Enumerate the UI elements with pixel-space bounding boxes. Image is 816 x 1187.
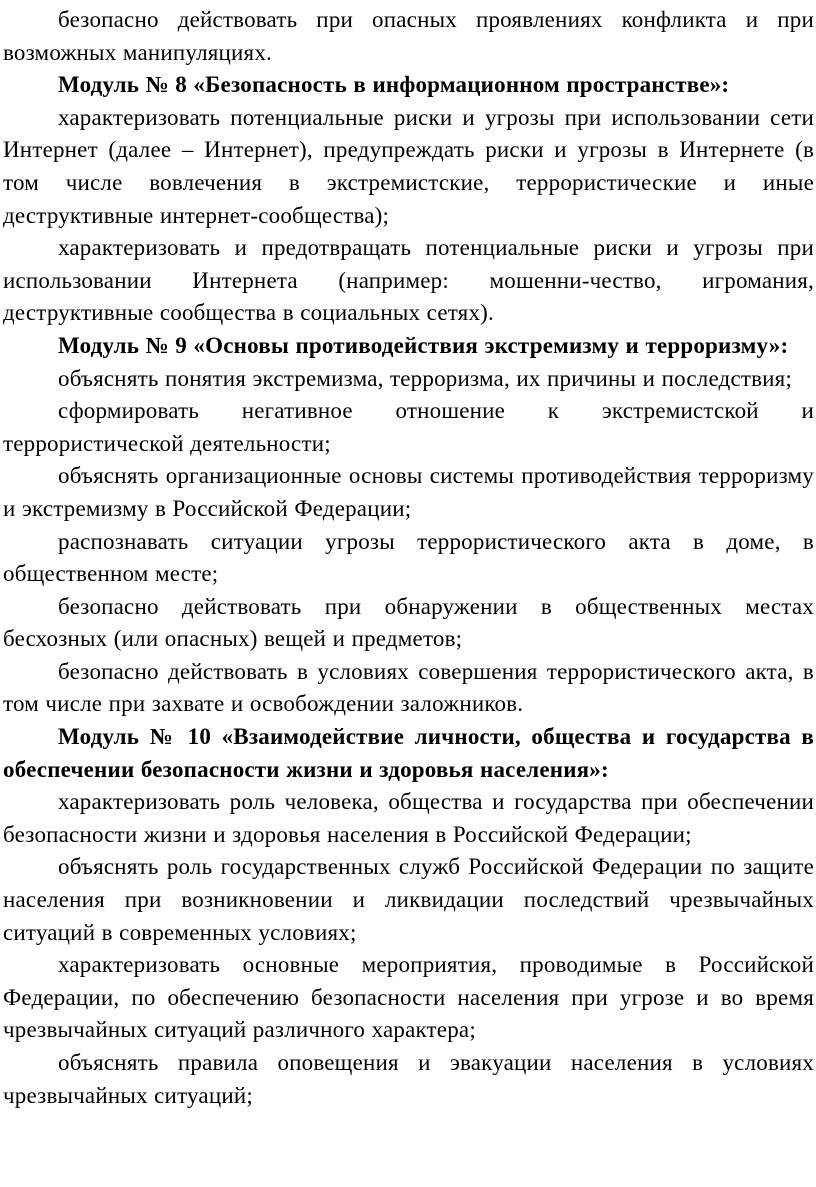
paragraph-hostage-safety: безопасно действовать в условиях совершения террористического акта, в том числе при захвате и освобождении заложников.	[3, 658, 814, 717]
paragraph-recognize-threat: распознавать ситуации угрозы террористического акта в доме, в общественном месте;	[3, 528, 814, 587]
paragraph-negative-attitude: сформировать негативное отношение к экстремистской и террористической деятельности;	[3, 398, 814, 456]
paragraph-main-measures: характеризовать основные мероприятия, проводимые в Российской Федерации, по обеспечению безопасности населения при угрозе и во время чрезвычайных ситуаций различного характера;	[3, 952, 814, 1043]
paragraph-role-of-society: характеризовать роль человека, общества и государства при обеспечении безопасности жизни и здоровья населения в Российской Федерации;	[3, 789, 814, 847]
paragraph-unattended-items: безопасно действовать при обнаружении в общественных местах бесхозных (или опасных) вещей и предметов;	[3, 593, 814, 652]
paragraph-state-services: объяснять роль государственных служб Российской Федерации по защите населения при возникновении и ликвидации последствий чрезвычайных ситуаций в современных условиях;	[3, 854, 814, 945]
paragraph-counteraction-basics: объяснять организационные основы системы противодействия терроризму и экстремизму в Российской Федерации;	[3, 463, 814, 521]
paragraph-extremism-concepts: объяснять понятия экстремизма, терроризма, их причины и последствия;	[58, 365, 793, 391]
paragraph-warning-evacuation: объяснять правила оповещения и эвакуации населения в условиях чрезвычайных ситуаций;	[3, 1050, 814, 1108]
module-8-heading: Модуль № 8 «Безопасность в информационном пространстве»:	[58, 72, 730, 98]
paragraph-conflict-safety: безопасно действовать при опасных проявлениях конфликта и при возможных манипуляциях.	[3, 7, 814, 65]
module-9-heading: Модуль № 9 «Основы противодействия экстремизму и терроризму»:	[58, 332, 789, 358]
module-10-heading: Модуль № 10 «Взаимодействие личности, общества и государства в обеспечении безопасности жизни и здоровья населения»:	[3, 724, 814, 782]
paragraph-internet-risks: характеризовать потенциальные риски и угрозы при использовании сети Интернет (далее – Интернет), предупреждать риски и угрозы в Интернете (в том числе вовлечения в экстремистские, террористические и иные деструктивные интернет-сообщества);	[3, 104, 814, 228]
paragraph-internet-prevention: характеризовать и предотвращать потенциальные риски и угрозы при использовании Интернета (например: мошенни-чество, игромания, деструктивные сообщества в социальных сетях).	[3, 235, 814, 326]
